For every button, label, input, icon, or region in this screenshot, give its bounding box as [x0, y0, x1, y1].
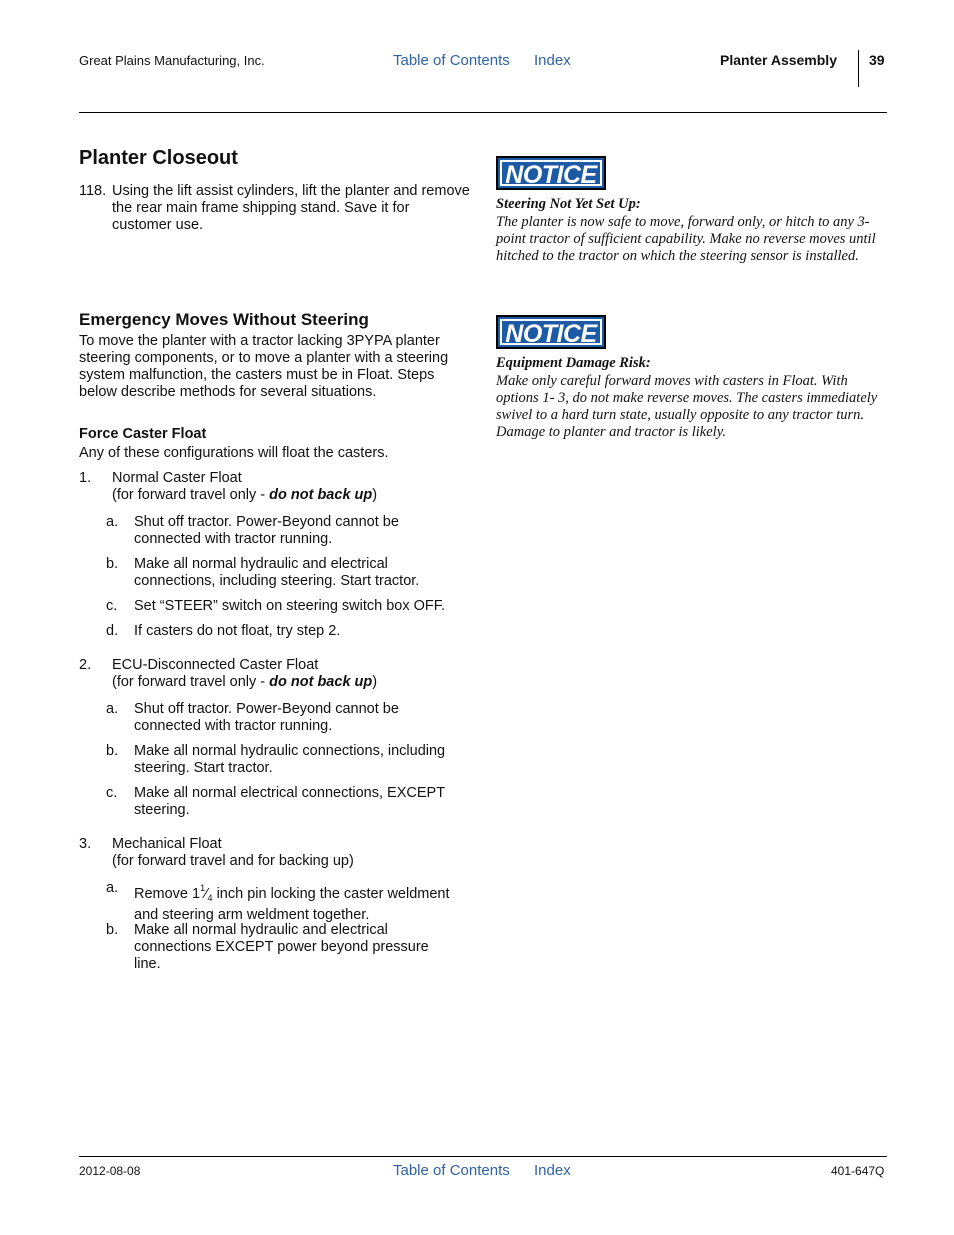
header-divider: [858, 50, 859, 87]
item-3-title: Mechanical Float: [112, 836, 222, 852]
item-2-step-c-letter: c.: [106, 785, 118, 801]
item-1-step-c-text: Set “STEER” switch on steering switch box OFF.: [134, 598, 446, 614]
item-1-step-b-text: Make all normal hydraulic and electrical connections, including steering. Start tractor.: [134, 556, 420, 589]
item-1-step-b-letter: b.: [106, 556, 119, 572]
notice-badge-1-label: NOTICE: [500, 160, 602, 186]
item-2-step-a-text: Shut off tractor. Power-Beyond cannot be connected with tractor running.: [134, 701, 399, 734]
header-toc-link[interactable]: Table of Contents: [393, 52, 510, 69]
notice-badge-1: [496, 156, 606, 190]
notice-badge-2: [496, 315, 606, 349]
force-float-heading: Force Caster Float: [79, 426, 207, 442]
item-1-step-c-letter: c.: [106, 598, 118, 614]
notice-1-text: The planter is now safe to move, forward only, or hitch to any 3-point tractor of sufficient capability. Make no reverse moves until hitched to the tractor on which the steering sensor is installed.: [496, 214, 876, 264]
emergency-intro: To move the planter with a tractor lacking 3PYPA planter steering components, or to move a planter with a steering system malfunction, the casters must be in Float. Steps below describe methods for several situations.: [79, 333, 449, 400]
item-2-step-b-letter: b.: [106, 743, 119, 759]
item-3-step-b-text: Make all normal hydraulic and electrical connections EXCEPT power beyond pressure line.: [134, 922, 429, 972]
item-2-step-c-text: Make all normal electrical connections, EXCEPT steering.: [134, 785, 445, 818]
notice-2-title: Equipment Damage Risk:: [496, 355, 651, 371]
emergency-heading: Emergency Moves Without Steering: [79, 310, 369, 329]
footer-date: 2012-08-08: [79, 1164, 141, 1178]
item-1-subtitle: (for forward travel only - do not back up): [112, 487, 378, 503]
step-118-number: 118.: [79, 183, 107, 199]
page-number: 39: [869, 52, 885, 68]
item-1-emphasis: do not back up: [269, 487, 373, 503]
item-2-step-b-text: Make all normal hydraulic connections, including steering. Start tractor.: [134, 743, 446, 776]
item-1-step-d-letter: d.: [106, 623, 119, 639]
item-1-number: 1.: [79, 470, 92, 486]
header-company: Great Plains Manufacturing, Inc.: [79, 53, 265, 68]
step-118-text: Using the lift assist cylinders, lift the planter and remove the rear main frame shipping stand. Save it for customer use.: [112, 183, 470, 233]
item-2-step-a-letter: a.: [106, 701, 119, 717]
item-3-step-b-letter: b.: [106, 922, 119, 938]
item-2-number: 2.: [79, 657, 92, 673]
notice-2-text: Make only careful forward moves with casters in Float. With options 1- 3, do not make reverse moves. The casters immediately swivel to a hard turn state, usually opposite to any tractor turn. Damage to planter and tractor is likely.: [496, 373, 878, 440]
footer-rule: [79, 1156, 887, 1157]
notice-1-title: Steering Not Yet Set Up:: [496, 196, 641, 212]
footer-index-link[interactable]: Index: [534, 1162, 571, 1179]
notice-badge-2-label: NOTICE: [500, 319, 602, 345]
item-1-step-a-letter: a.: [106, 514, 119, 530]
header-section-title: Planter Assembly: [720, 52, 837, 68]
item-3-subtitle: (for forward travel and for backing up): [112, 853, 354, 869]
item-3-step-a-letter: a.: [106, 880, 119, 896]
item-1-step-d-text: If casters do not float, try step 2.: [134, 623, 341, 639]
item-3-number: 3.: [79, 836, 92, 852]
footer-toc-link[interactable]: Table of Contents: [393, 1162, 510, 1179]
item-1-title: Normal Caster Float: [112, 470, 242, 486]
item-3-step-a-text: Remove $1^1⁄_4$ inch pin locking the caster weldment and steering arm weldment together.: [134, 883, 450, 923]
item-2-subtitle: (for forward travel only - do not back up): [112, 674, 378, 690]
item-1-step-a-text: Shut off tractor. Power-Beyond cannot be connected with tractor running.: [134, 514, 399, 547]
page-title: Planter Closeout: [79, 147, 238, 169]
header-index-link[interactable]: Index: [534, 52, 571, 69]
force-float-intro: Any of these configurations will float the casters.: [79, 445, 389, 461]
item-2-emphasis: do not back up: [269, 674, 373, 690]
footer-doc-number: 401-647Q: [831, 1164, 885, 1178]
header-rule: [79, 112, 887, 113]
item-2-title: ECU-Disconnected Caster Float: [112, 657, 319, 673]
